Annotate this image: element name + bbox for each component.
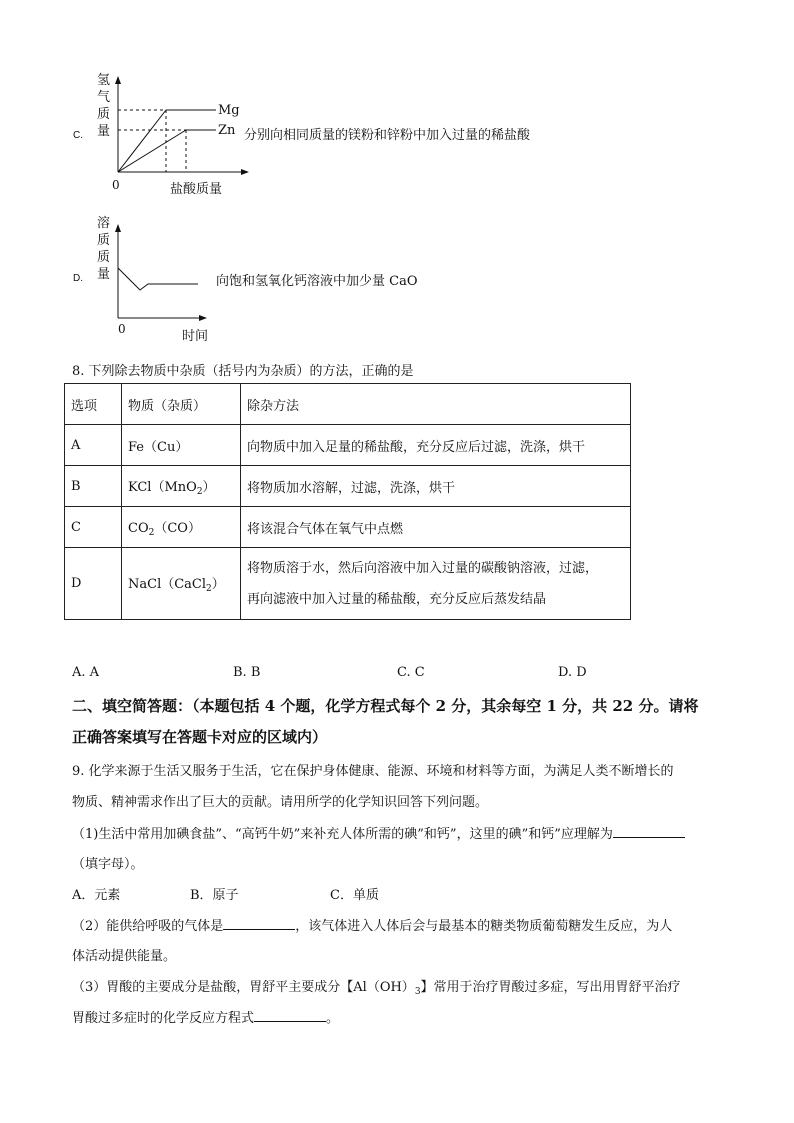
ylabel-char: 质 bbox=[97, 250, 111, 265]
option-c-letter: C. bbox=[73, 130, 83, 141]
x-axis-arrow-icon bbox=[241, 169, 249, 175]
q8-choice-c: C. C bbox=[397, 665, 425, 680]
q8-stem: 8. 下列除去物质中杂质（括号内为杂质）的方法，正确的是 bbox=[72, 364, 414, 379]
method-cell bbox=[241, 548, 631, 620]
x-axis-arrow-icon bbox=[199, 315, 207, 321]
q8-choice-d: D. D bbox=[558, 665, 587, 680]
ylabel-char: 量 bbox=[97, 267, 111, 282]
method-line: 将物质溶于水，然后向溶液中加入过量的碳酸钠溶液，过滤， bbox=[247, 560, 599, 576]
solute-mass-line bbox=[118, 268, 198, 290]
formula-text: ） bbox=[202, 479, 216, 495]
q9-part2-text: ，该气体进入人体后会与最基本的糖类物质葡萄糖发生反应，为人 bbox=[295, 919, 673, 934]
substance-cell bbox=[122, 507, 241, 548]
y-axis-arrow-icon bbox=[115, 224, 121, 232]
header-cell: 选项 bbox=[65, 384, 122, 425]
ylabel-char: 量 bbox=[97, 124, 111, 139]
q9-part2-line2: 体活动提供能量。 bbox=[72, 949, 177, 964]
option-d-ylabel bbox=[97, 215, 110, 283]
answer-blank[interactable] bbox=[223, 917, 295, 930]
q9-part2-line1 bbox=[72, 915, 672, 934]
section2-heading-line1: 二、填空简答题：（本题包括 4 个题，化学方程式每个 2 分，其余每空 1 分，共 22 分。请将 bbox=[72, 697, 699, 715]
method-cell: 将物质加水溶解，过滤，洗涤，烘干 bbox=[241, 466, 631, 507]
substance-cell: Fe（Cu） bbox=[122, 425, 241, 466]
answer-blank[interactable] bbox=[613, 825, 685, 838]
method-cell: 向物质中加入足量的稀盐酸，充分反应后过滤，洗涤，烘干 bbox=[241, 425, 631, 466]
q9-part1-line2: （填字母）。 bbox=[72, 857, 144, 872]
q8-choice-a: A. A bbox=[72, 665, 100, 680]
ylabel-char: 氢 bbox=[97, 73, 111, 88]
q9-part2-text: （2）能供给呼吸的气体是 bbox=[72, 919, 224, 934]
subscript: 3 bbox=[414, 987, 421, 997]
method-line: 再向滤液中加入过量的稀盐酸，充分反应后蒸发结晶 bbox=[247, 591, 547, 607]
q9-part3-line2 bbox=[72, 1007, 339, 1026]
q8-choice-b: B. B bbox=[233, 665, 261, 680]
ylabel-char: 质 bbox=[97, 107, 111, 122]
substance-cell bbox=[122, 548, 241, 620]
q9-part3-text: （3）胃酸的主要成分是盐酸，胃舒平主要成分【Al（OH） bbox=[72, 980, 415, 995]
subscript: 2 bbox=[196, 486, 203, 497]
q9-part1-text: （1)生活中常用加碘食盐”、“高钙牛奶”来补充人体所需的碘”和钙”，这里的碘”和钙”应理解为 bbox=[72, 827, 613, 842]
formula-text: （CO） bbox=[154, 520, 201, 536]
subscript: 2 bbox=[206, 584, 212, 594]
table-row bbox=[65, 507, 631, 548]
option-cell: A bbox=[65, 425, 122, 466]
option-d-xlabel: 时间 bbox=[182, 329, 209, 344]
substance-cell bbox=[122, 466, 241, 507]
table-row bbox=[65, 425, 631, 466]
option-cell: C bbox=[65, 507, 122, 548]
option-d-origin: 0 bbox=[118, 322, 126, 336]
q8-table bbox=[64, 383, 631, 620]
q9-part3-text: 胃酸过多症时的化学反应方程式 bbox=[72, 1011, 255, 1026]
option-c-origin: 0 bbox=[112, 178, 120, 192]
option-c-caption: 分别向相同质量的镁粉和锌粉中加入过量的稀盐酸 bbox=[244, 128, 531, 143]
answer-blank[interactable] bbox=[254, 1009, 326, 1022]
option-c-ylabel bbox=[97, 72, 110, 140]
q9-part1-choice-b: B．原子 bbox=[190, 888, 239, 903]
subscript: 2 bbox=[148, 527, 155, 538]
q9-part1-choice-a: A．元素 bbox=[72, 888, 121, 903]
mg-label: Mg bbox=[218, 103, 240, 118]
ylabel-char: 质 bbox=[97, 233, 111, 248]
zn-rise-line bbox=[118, 130, 186, 172]
q9-part3-line1 bbox=[72, 976, 681, 997]
option-d-graph bbox=[110, 222, 210, 324]
q9-part3-text: 】常用于治疗胃酸过多症，写出用胃舒平治疗 bbox=[420, 980, 681, 995]
q9-intro-line1: 9. 化学来源于生活又服务于生活，它在保护身体健康、能源、环境和材料等方面，为满足人类不断增长的 bbox=[72, 764, 674, 779]
section2-heading-line2: 正确答案填写在答题卡对应的区域内） bbox=[72, 728, 328, 746]
q9-part3-text: 。 bbox=[326, 1011, 340, 1026]
formula-text: KCl（MnO bbox=[128, 479, 197, 495]
method-cell: 将该混合气体在氧气中点燃 bbox=[241, 507, 631, 548]
header-cell: 除杂方法 bbox=[241, 384, 631, 425]
formula-text: ） bbox=[211, 577, 225, 592]
ylabel-char: 溶 bbox=[97, 216, 111, 231]
y-axis-arrow-icon bbox=[115, 76, 121, 84]
option-d-caption: 向饱和氢氧化钙溶液中加少量 CaO bbox=[216, 274, 418, 289]
option-cell: B bbox=[65, 466, 122, 507]
q9-part1-line1 bbox=[72, 823, 685, 842]
formula-text: NaCl（CaCl bbox=[128, 577, 207, 592]
ylabel-char: 气 bbox=[97, 90, 111, 105]
option-c-xlabel: 盐酸质量 bbox=[170, 182, 223, 197]
q9-part1-choice-c: C．单质 bbox=[330, 888, 379, 903]
zn-label: Zn bbox=[218, 123, 236, 138]
table-row bbox=[65, 548, 631, 620]
table-header-row bbox=[65, 384, 631, 425]
option-d-letter: D. bbox=[73, 273, 83, 284]
q9-intro-line2: 物质、精神需求作出了巨大的贡献。请用所学的化学知识回答下列问题。 bbox=[72, 795, 489, 810]
formula-text: CO bbox=[128, 520, 149, 536]
header-cell: 物质（杂质） bbox=[122, 384, 241, 425]
table-row bbox=[65, 466, 631, 507]
option-cell: D bbox=[65, 548, 122, 620]
mg-rise-line bbox=[118, 110, 166, 172]
